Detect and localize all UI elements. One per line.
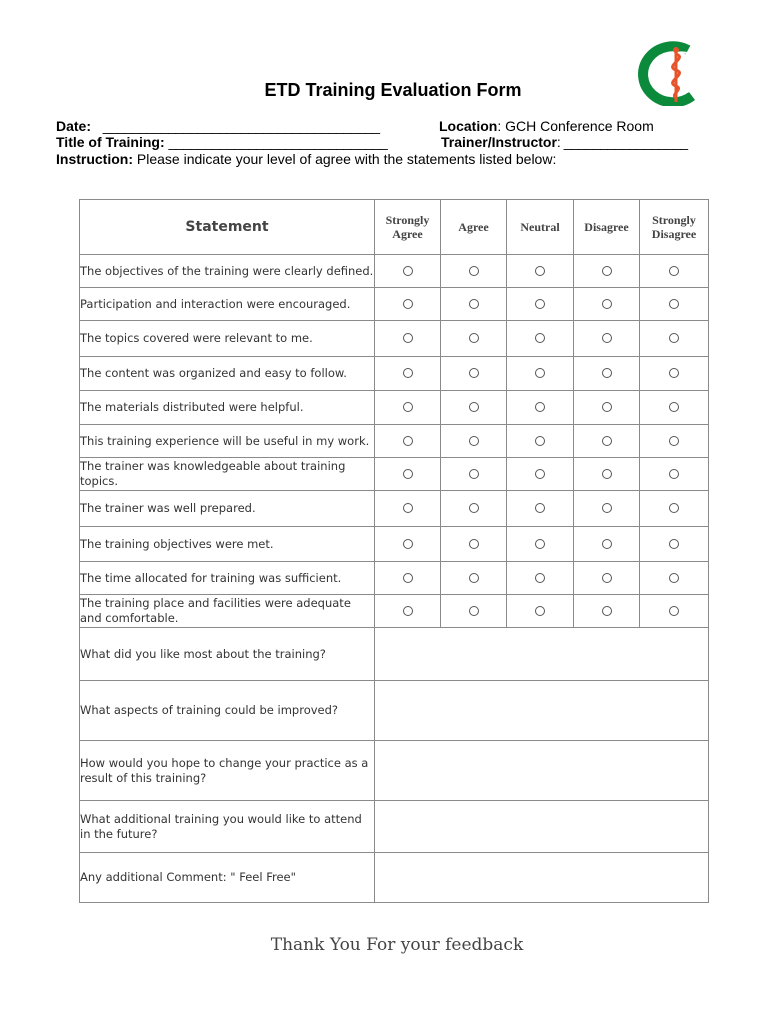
question-text: What aspects of training could be improved? (80, 681, 375, 741)
option-cell (640, 562, 709, 595)
option-cell (640, 491, 709, 527)
radio-disagree[interactable] (602, 299, 612, 309)
statement-text: The objectives of the training were clearly defined. (80, 255, 375, 288)
option-cell (574, 357, 640, 391)
option-cell (441, 527, 507, 562)
radio-neutral[interactable] (535, 606, 545, 616)
option-cell (574, 562, 640, 595)
radio-disagree[interactable] (602, 469, 612, 479)
radio-agree[interactable] (469, 266, 479, 276)
location-label: Location (439, 118, 498, 134)
answer-field[interactable] (375, 741, 709, 801)
radio-agree[interactable] (469, 469, 479, 479)
table-row (80, 288, 709, 321)
radio-strongly-disagree[interactable] (669, 469, 679, 479)
table-row (80, 595, 709, 628)
radio-strongly-agree[interactable] (403, 539, 413, 549)
answer-field[interactable] (375, 681, 709, 741)
radio-agree[interactable] (469, 402, 479, 412)
radio-disagree[interactable] (602, 606, 612, 616)
option-cell (375, 595, 441, 628)
option-cell (507, 321, 574, 357)
option-cell (441, 491, 507, 527)
question-text: How would you hope to change your practice as a result of this training? (80, 741, 375, 801)
radio-strongly-agree[interactable] (403, 266, 413, 276)
radio-strongly-disagree[interactable] (669, 368, 679, 378)
table-row (80, 527, 709, 562)
instruction-label: Instruction: (56, 151, 133, 167)
statement-text: The content was organized and easy to follow. (80, 357, 375, 391)
option-cell (375, 288, 441, 321)
option-cell (640, 357, 709, 391)
option-cell (574, 491, 640, 527)
date-field[interactable]: ______________________________________ (102, 118, 380, 134)
option-cell (640, 255, 709, 288)
radio-agree[interactable] (469, 573, 479, 583)
radio-strongly-disagree[interactable] (669, 539, 679, 549)
training-title-label: Title of Training: (56, 134, 165, 150)
option-cell (574, 255, 640, 288)
radio-agree[interactable] (469, 436, 479, 446)
table-row (80, 255, 709, 288)
table-row (80, 491, 709, 527)
scale-header-agree: Agree (441, 200, 507, 255)
option-cell (441, 357, 507, 391)
statement-text: The training objectives were met. (80, 527, 375, 562)
radio-strongly-agree[interactable] (403, 573, 413, 583)
option-cell (441, 391, 507, 425)
radio-strongly-disagree[interactable] (669, 266, 679, 276)
radio-agree[interactable] (469, 606, 479, 616)
option-cell (441, 321, 507, 357)
question-text: What additional training you would like to attend in the future? (80, 801, 375, 853)
radio-neutral[interactable] (535, 573, 545, 583)
table-row (80, 562, 709, 595)
evaluation-table (79, 199, 709, 903)
option-cell (507, 357, 574, 391)
radio-disagree[interactable] (602, 573, 612, 583)
option-cell (507, 425, 574, 458)
open-question-rows (80, 628, 709, 903)
scale-header-strongly-agree: Strongly Agree (375, 200, 441, 255)
question-text: Any additional Comment: " Feel Free" (80, 853, 375, 903)
option-cell (441, 255, 507, 288)
statement-text: Participation and interaction were encouraged. (80, 288, 375, 321)
option-cell (574, 527, 640, 562)
radio-agree[interactable] (469, 503, 479, 513)
date-row (56, 118, 380, 134)
radio-agree[interactable] (469, 368, 479, 378)
statement-text: The trainer was well prepared. (80, 491, 375, 527)
option-cell (507, 391, 574, 425)
radio-disagree[interactable] (602, 368, 612, 378)
radio-strongly-agree[interactable] (403, 469, 413, 479)
radio-disagree[interactable] (602, 402, 612, 412)
option-cell (640, 595, 709, 628)
rating-rows (80, 255, 709, 628)
scale-header-strongly-disagree: Strongly Disagree (640, 200, 709, 255)
option-cell (375, 391, 441, 425)
instruction-text: Please indicate your level of agree with the statements listed below: (133, 151, 557, 167)
option-cell (441, 425, 507, 458)
radio-strongly-disagree[interactable] (669, 503, 679, 513)
option-cell (441, 595, 507, 628)
radio-strongly-disagree[interactable] (669, 436, 679, 446)
option-cell (640, 458, 709, 491)
option-cell (507, 562, 574, 595)
answer-field[interactable] (375, 801, 709, 853)
radio-neutral[interactable] (535, 266, 545, 276)
radio-strongly-agree[interactable] (403, 606, 413, 616)
table-row (80, 458, 709, 491)
option-cell (441, 458, 507, 491)
option-cell (507, 458, 574, 491)
radio-agree[interactable] (469, 299, 479, 309)
thank-you-footer: Thank You For your feedback (270, 935, 524, 955)
option-cell (507, 527, 574, 562)
option-cell (375, 321, 441, 357)
radio-neutral[interactable] (535, 436, 545, 446)
instruction-row (56, 151, 556, 167)
trainer-label: Trainer/Instructor (441, 134, 557, 150)
option-cell (574, 391, 640, 425)
statement-text: The time allocated for training was sufficient. (80, 562, 375, 595)
option-cell (375, 255, 441, 288)
option-cell (441, 562, 507, 595)
option-cell (640, 391, 709, 425)
table-row (80, 425, 709, 458)
radio-disagree[interactable] (602, 266, 612, 276)
option-cell (640, 425, 709, 458)
statement-text: The materials distributed were helpful. (80, 391, 375, 425)
option-cell (574, 288, 640, 321)
radio-strongly-agree[interactable] (403, 503, 413, 513)
radio-agree[interactable] (469, 333, 479, 343)
option-cell (375, 491, 441, 527)
table-row (80, 628, 709, 681)
scale-header-disagree: Disagree (574, 200, 640, 255)
table-row (80, 681, 709, 741)
table-row (80, 391, 709, 425)
radio-strongly-disagree[interactable] (669, 606, 679, 616)
radio-neutral[interactable] (535, 402, 545, 412)
radio-strongly-agree[interactable] (403, 368, 413, 378)
location-value: : GCH Conference Room (497, 118, 654, 134)
question-text: What did you like most about the training? (80, 628, 375, 681)
option-cell (574, 425, 640, 458)
option-cell (574, 595, 640, 628)
option-cell (640, 288, 709, 321)
table-row (80, 801, 709, 853)
location-row (439, 118, 654, 134)
answer-field[interactable] (375, 853, 709, 903)
radio-strongly-agree[interactable] (403, 436, 413, 446)
radio-neutral[interactable] (535, 299, 545, 309)
statement-text: The trainer was knowledgeable about training topics. (80, 458, 375, 491)
radio-strongly-disagree[interactable] (669, 402, 679, 412)
radio-disagree[interactable] (602, 436, 612, 446)
answer-field[interactable] (375, 628, 709, 681)
option-cell (640, 527, 709, 562)
option-cell (507, 288, 574, 321)
radio-disagree[interactable] (602, 539, 612, 549)
option-cell (640, 321, 709, 357)
radio-strongly-agree[interactable] (403, 402, 413, 412)
option-cell (375, 357, 441, 391)
table-row (80, 741, 709, 801)
radio-agree[interactable] (469, 539, 479, 549)
radio-strongly-agree[interactable] (403, 299, 413, 309)
radio-neutral[interactable] (535, 503, 545, 513)
radio-neutral[interactable] (535, 368, 545, 378)
radio-disagree[interactable] (602, 503, 612, 513)
option-cell (574, 458, 640, 491)
option-cell (375, 527, 441, 562)
option-cell (375, 562, 441, 595)
date-label: Date: (56, 118, 92, 134)
table-row (80, 853, 709, 903)
radio-disagree[interactable] (602, 333, 612, 343)
radio-neutral[interactable] (535, 333, 545, 343)
radio-strongly-disagree[interactable] (669, 333, 679, 343)
table-row (80, 357, 709, 391)
option-cell (507, 595, 574, 628)
trainer-field[interactable]: : _________________ (556, 134, 688, 150)
trainer-row (441, 134, 688, 150)
option-cell (441, 288, 507, 321)
scale-header-neutral: Neutral (507, 200, 574, 255)
table-row (80, 321, 709, 357)
radio-neutral[interactable] (535, 469, 545, 479)
option-cell (574, 321, 640, 357)
option-cell (375, 458, 441, 491)
radio-strongly-disagree[interactable] (669, 299, 679, 309)
radio-neutral[interactable] (535, 539, 545, 549)
statement-text: The topics covered were relevant to me. (80, 321, 375, 357)
statement-header: Statement (80, 200, 375, 255)
radio-strongly-agree[interactable] (403, 333, 413, 343)
statement-text: This training experience will be useful in my work. (80, 425, 375, 458)
form-title: ETD Training Evaluation Form (264, 80, 522, 100)
radio-strongly-disagree[interactable] (669, 573, 679, 583)
option-cell (375, 425, 441, 458)
option-cell (507, 255, 574, 288)
training-title-field[interactable]: ______________________________ (168, 134, 388, 150)
option-cell (507, 491, 574, 527)
statement-text: The training place and facilities were adequate and comfortable. (80, 595, 375, 628)
table-header-row (80, 200, 709, 255)
training-title-row (56, 134, 387, 150)
